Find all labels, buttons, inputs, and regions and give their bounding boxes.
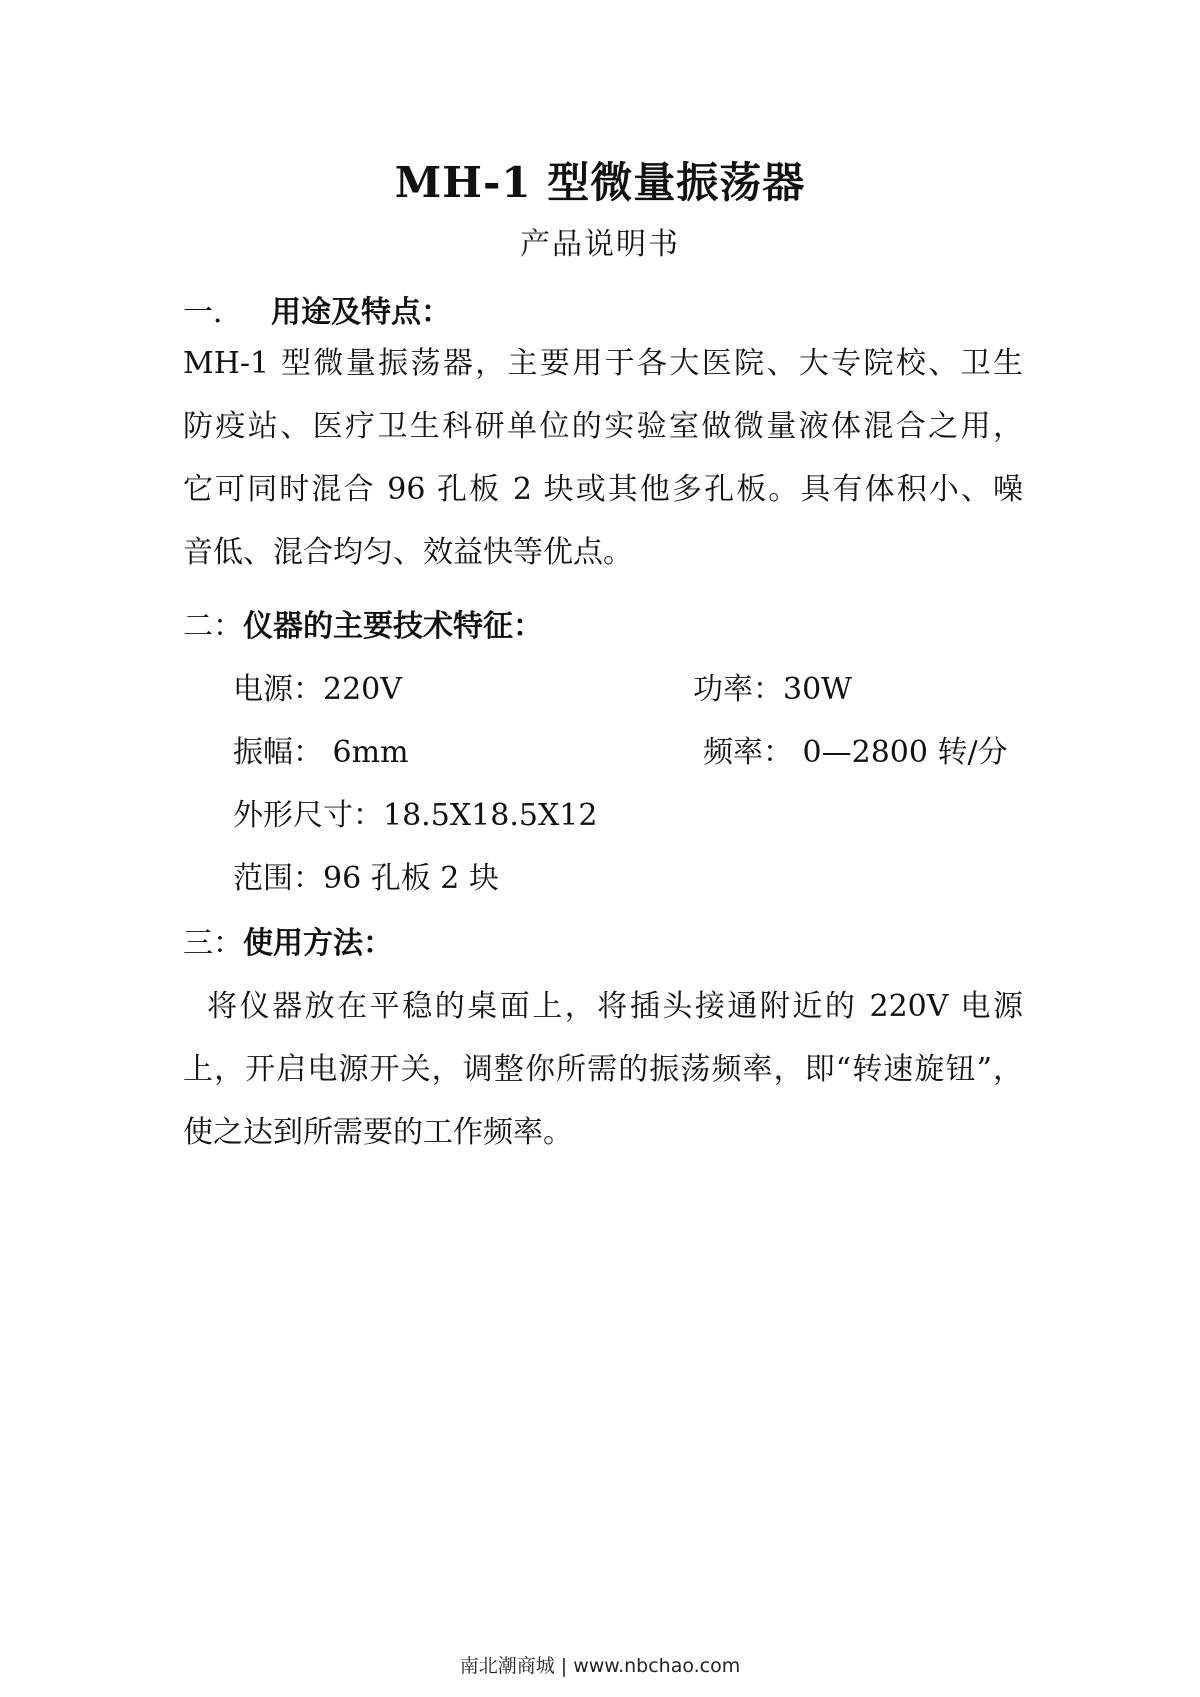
paragraph-line: 它可同时混合 96 孔板 2 块或其他多孔板。具有体积小、噪	[183, 472, 1023, 507]
document-subtitle: 产品说明书	[520, 227, 680, 262]
spec-power: 功率：30W	[693, 672, 853, 707]
paragraph-line: 将仪器放在平稳的桌面上，将插头接通附近的 220V 电源	[183, 989, 1023, 1024]
spec-amplitude: 振幅： 6mm	[233, 735, 409, 770]
section-title: 用途及特点：	[271, 295, 451, 330]
section-number: 三：	[183, 926, 243, 961]
paragraph-line: 防疫站、医疗卫生科研单位的实验室做微量液体混合之用，	[183, 409, 1023, 444]
paragraph-line: 音低、混合均匀、效益快等优点。	[183, 535, 633, 570]
footer-watermark: 南北潮商城 | www.nbchao.com	[459, 1655, 741, 1677]
section-title: 使用方法：	[243, 926, 393, 961]
paragraph-line: MH-1 型微量振荡器，主要用于各大医院、大专院校、卫生	[183, 346, 1023, 381]
paragraph-line: 上，开启电源开关，调整你所需的振荡频率，即“转速旋钮”，	[183, 1052, 1023, 1087]
spec-power-supply: 电源：220V	[233, 672, 402, 707]
document-title: MH-1 型微量振荡器	[394, 158, 806, 207]
spec-dimensions: 外形尺寸：18.5X18.5X12	[233, 798, 598, 833]
section-number: 二：	[183, 609, 243, 644]
spec-range: 范围：96 孔板 2 块	[233, 861, 499, 896]
section-heading-method	[183, 918, 393, 962]
section-number: 一．	[183, 295, 243, 330]
spec-frequency: 频率： 0—2800 转/分	[703, 735, 1008, 770]
section-heading-usage	[183, 287, 451, 331]
section-title: 仪器的主要技术特征：	[243, 609, 543, 644]
paragraph-line: 使之达到所需要的工作频率。	[183, 1115, 573, 1150]
section-heading-specs	[183, 601, 543, 645]
